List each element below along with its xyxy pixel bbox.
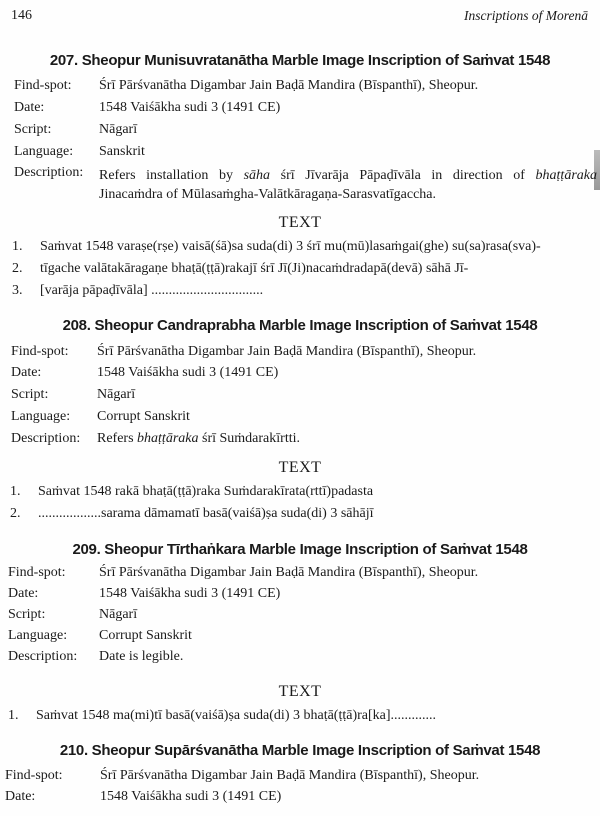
find-spot-label: Find-spot: [8, 565, 66, 580]
find-spot-label: Find-spot: [14, 78, 72, 93]
line-number: 1. [12, 239, 23, 254]
date-value: 1548 Vaiśākha sudi 3 (1491 CE) [97, 365, 279, 380]
line-number: 1. [10, 484, 21, 499]
page-number: 146 [11, 8, 32, 23]
language-label: Language: [8, 628, 68, 643]
running-head: Inscriptions of Morenā [464, 8, 588, 23]
script-label: Script: [8, 607, 46, 622]
line-number: 2. [10, 506, 21, 521]
description-text: Refers installation by [99, 168, 244, 183]
line-number: 1. [8, 708, 19, 723]
date-value: 1548 Vaiśākha sudi 3 (1491 CE) [100, 789, 282, 804]
script-value: Nāgarī [99, 122, 138, 137]
text-heading-209: TEXT [278, 683, 322, 700]
description-italic: bhaṭṭāraka [535, 168, 597, 183]
description-value: Refers bhaṭṭāraka śrī Suṁdarakīrtti. [97, 431, 300, 446]
find-spot-value: Śrī Pārśvanātha Digambar Jain Baḍā Mandira (Bīspanthī), Sheopur. [99, 78, 479, 93]
line-text: Saṁvat 1548 rakā bhaṭā(ṭṭā)raka Suṁdarakīrata(rttī)padasta [38, 484, 374, 499]
description-label: Description: [8, 649, 78, 664]
date-label: Date: [11, 365, 42, 380]
line-text: Saṁvat 1548 varaṣe(rṣe) vaisā(śā)sa suda(di) 3 śrī mu(mū)lasaṁgai(ghe) su(sa)rasa(sva)- [40, 239, 541, 254]
description-value-207 [99, 165, 597, 186]
section-heading-210: 210. Sheopur Supārśvanātha Marble Image Inscription of Saṁvat 1548 [59, 742, 541, 759]
date-value: 1548 Vaiśākha sudi 3 (1491 CE) [99, 586, 281, 601]
date-label: Date: [8, 586, 39, 601]
line-text: tīgache valātakāragaṇe bhaṭā(ṭṭā)rakajī śrī Jī(Ji)nacaṁdradapā(devā) sāhā Jī- [40, 261, 469, 276]
description-value: Date is legible. [99, 649, 184, 664]
description-text: śrī Jīvarāja Pāpaḍīvāla in direction of [270, 168, 536, 183]
line-number: 3. [12, 283, 23, 298]
date-label: Date: [5, 789, 36, 804]
language-value: Sanskrit [99, 144, 145, 159]
line-text: ..................sarama dāmamatī basā(vaiśā)ṣa suda(di) 3 sāhājī [38, 506, 374, 521]
find-spot-value: Śrī Pārśvanātha Digambar Jain Baḍā Mandira (Bīspanthī), Sheopur. [99, 565, 479, 580]
language-label: Language: [14, 144, 74, 159]
language-value: Corrupt Sanskrit [97, 409, 190, 424]
description-italic: bhaṭṭāraka [137, 431, 199, 446]
script-label: Script: [14, 122, 52, 137]
script-value: Nāgarī [97, 387, 136, 402]
find-spot-value: Śrī Pārśvanātha Digambar Jain Baḍā Mandira (Bīspanthī), Sheopur. [100, 768, 480, 783]
text-heading-208: TEXT [278, 459, 322, 476]
script-value: Nāgarī [99, 607, 138, 622]
language-label: Language: [11, 409, 71, 424]
date-value: 1548 Vaiśākha sudi 3 (1491 CE) [99, 100, 281, 115]
script-label: Script: [11, 387, 49, 402]
section-heading-209: 209. Sheopur Tīrthaṅkara Marble Image Inscription of Saṁvat 1548 [72, 541, 528, 558]
language-value: Corrupt Sanskrit [99, 628, 192, 643]
section-heading-207: 207. Sheopur Munisuvratanātha Marble Image Inscription of Saṁvat 1548 [49, 52, 551, 69]
description-line2-207: Jinacaṁdra of Mūlasaṁgha-Valātkāragaṇa-Sarasvatīgaccha. [99, 187, 437, 202]
date-label: Date: [14, 100, 45, 115]
find-spot-label: Find-spot: [11, 344, 69, 359]
description-label: Description: [14, 165, 84, 180]
line-text: [varāja pāpaḍīvāla] ................................ [40, 283, 264, 298]
description-italic: sāha [243, 168, 271, 183]
description-label: Description: [11, 431, 81, 446]
section-heading-208: 208. Sheopur Candraprabha Marble Image Inscription of Saṁvat 1548 [62, 317, 538, 334]
find-spot-label: Find-spot: [5, 768, 63, 783]
line-number: 2. [12, 261, 23, 276]
line-text: Saṁvat 1548 ma(mi)tī basā(vaiśā)ṣa suda(di) 3 bhaṭā(ṭṭā)ra[ka]............. [36, 708, 437, 723]
text-heading-207: TEXT [278, 214, 322, 231]
find-spot-value: Śrī Pārśvanātha Digambar Jain Baḍā Mandira (Bīspanthī), Sheopur. [97, 344, 477, 359]
